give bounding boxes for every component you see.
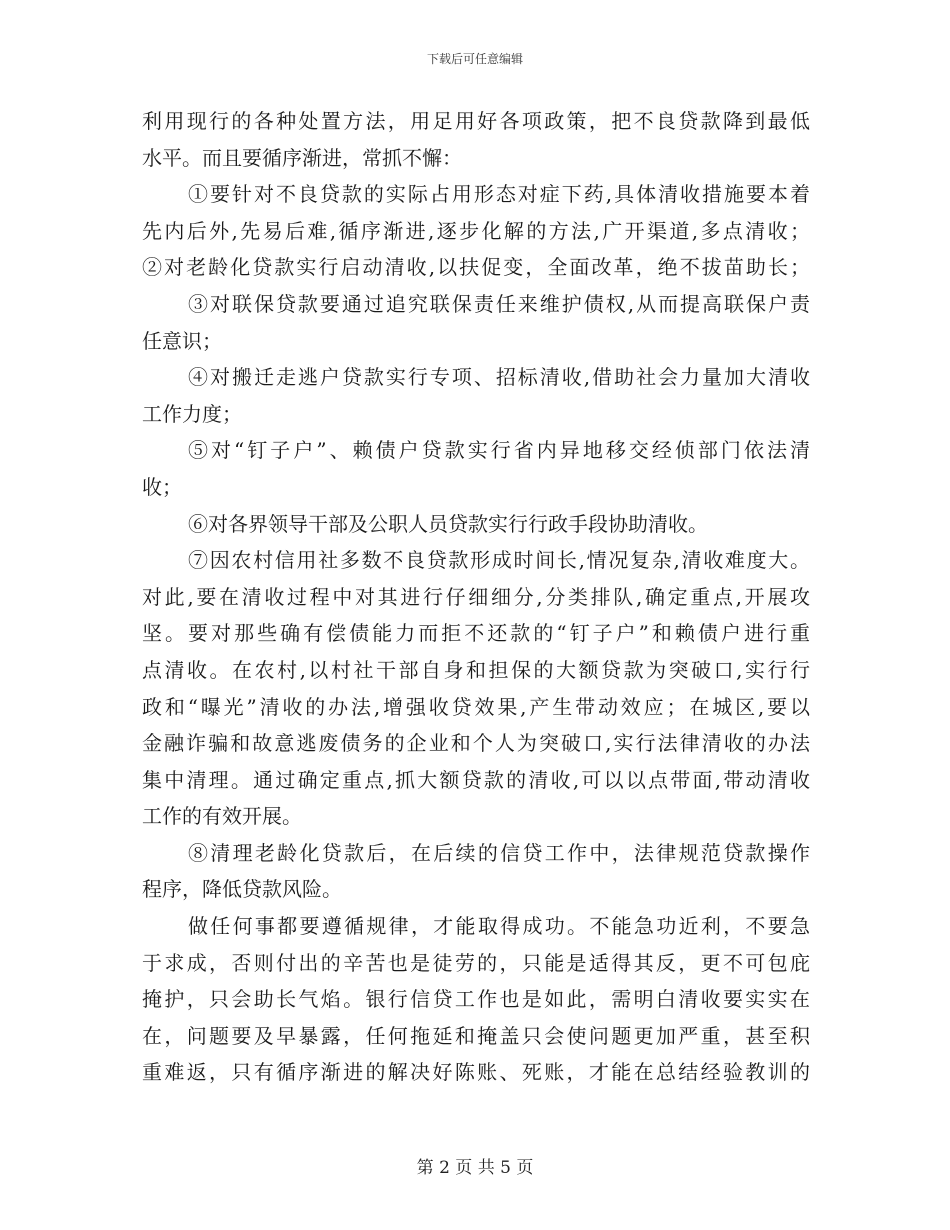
- text-line: 先内后外,先易后难,循序渐进,逐步化解的方法,广开渠道,多点清收；: [142, 218, 810, 243]
- text-line: 工作的有效开展。: [142, 804, 302, 829]
- text-line: 点清收。在农村,以村社干部自身和担保的大额贷款为突破口,实行行: [142, 657, 810, 682]
- text-line: ①要针对不良贷款的实际占用形态对症下药,具体清收措施要本着: [188, 182, 810, 207]
- text-line: 工作力度；: [142, 401, 242, 426]
- text-line: 做任何事都要遵循规律，才能取得成功。不能急功近利，不要急: [188, 914, 810, 939]
- text-line: 利用现行的各种处置方法，用足用好各项政策，把不良贷款降到最低: [142, 109, 810, 133]
- text-line: ④对搬迁走逃户贷款实行专项、招标清收,借助社会力量加大清收: [188, 365, 810, 390]
- text-line: ⑥对各界领导干部及公职人员贷款实行行政手段协助清收。: [188, 511, 708, 536]
- text-line: 重难返，只有循序渐进的解决好陈账、死账，才能在总结经验教训的: [142, 1060, 810, 1085]
- text-line: ⑦因农村信用社多数不良贷款形成时间长,情况复杂,清收难度大。: [188, 548, 810, 573]
- text-line: 坚。要对那些确有偿债能力而拒不还款的“钉子户”和赖债户进行重: [142, 621, 810, 646]
- text-line: 任意识；: [142, 328, 222, 353]
- page-header: 下载后可任意编辑: [426, 52, 523, 66]
- text-line: 于求成，否则付出的辛苦也是徒劳的，只能是适得其反，更不可包庇: [142, 950, 810, 975]
- text-line: 掩护，只会助长气焰。银行信贷工作也是如此，需明白清收要实实在: [142, 987, 810, 1012]
- page-footer: 第 2 页 共 5 页: [416, 1158, 534, 1178]
- text-line: ⑧清理老龄化贷款后，在后续的信贷工作中，法律规范贷款操作: [188, 840, 810, 865]
- text-line: 金融诈骗和故意逃废债务的企业和个人为突破口,实行法律清收的办法: [142, 731, 810, 756]
- text-line: 水平。而且要循序渐进，常抓不懈：: [142, 145, 462, 170]
- text-line: 政和“曝光”清收的办法,增强收贷效果,产生带动效应；在城区,要以: [142, 694, 810, 719]
- text-line: 收；: [142, 474, 182, 499]
- text-line: ③对联保贷款要通过追究联保责任来维护债权,从而提高联保户责: [188, 291, 810, 316]
- text-line: 对此,要在清收过程中对其进行仔细细分,分类排队,确定重点,开展攻: [142, 584, 810, 609]
- text-line: 在，问题要及早暴露，任何拖延和掩盖只会使问题更加严重，甚至积: [142, 1023, 810, 1048]
- document-body: [142, 103, 810, 1091]
- text-line: 程序，降低贷款风险。: [142, 877, 342, 902]
- text-line: ②对老龄化贷款实行启动清收,以扶促变，全面改革，绝不拔苗助长；: [142, 255, 810, 280]
- text-line: 集中清理。通过确定重点,抓大额贷款的清收,可以以点带面,带动清收: [142, 767, 810, 792]
- text-line: ⑤对“钉子户”、赖债户贷款实行省内异地移交经侦部门依法清: [188, 438, 810, 463]
